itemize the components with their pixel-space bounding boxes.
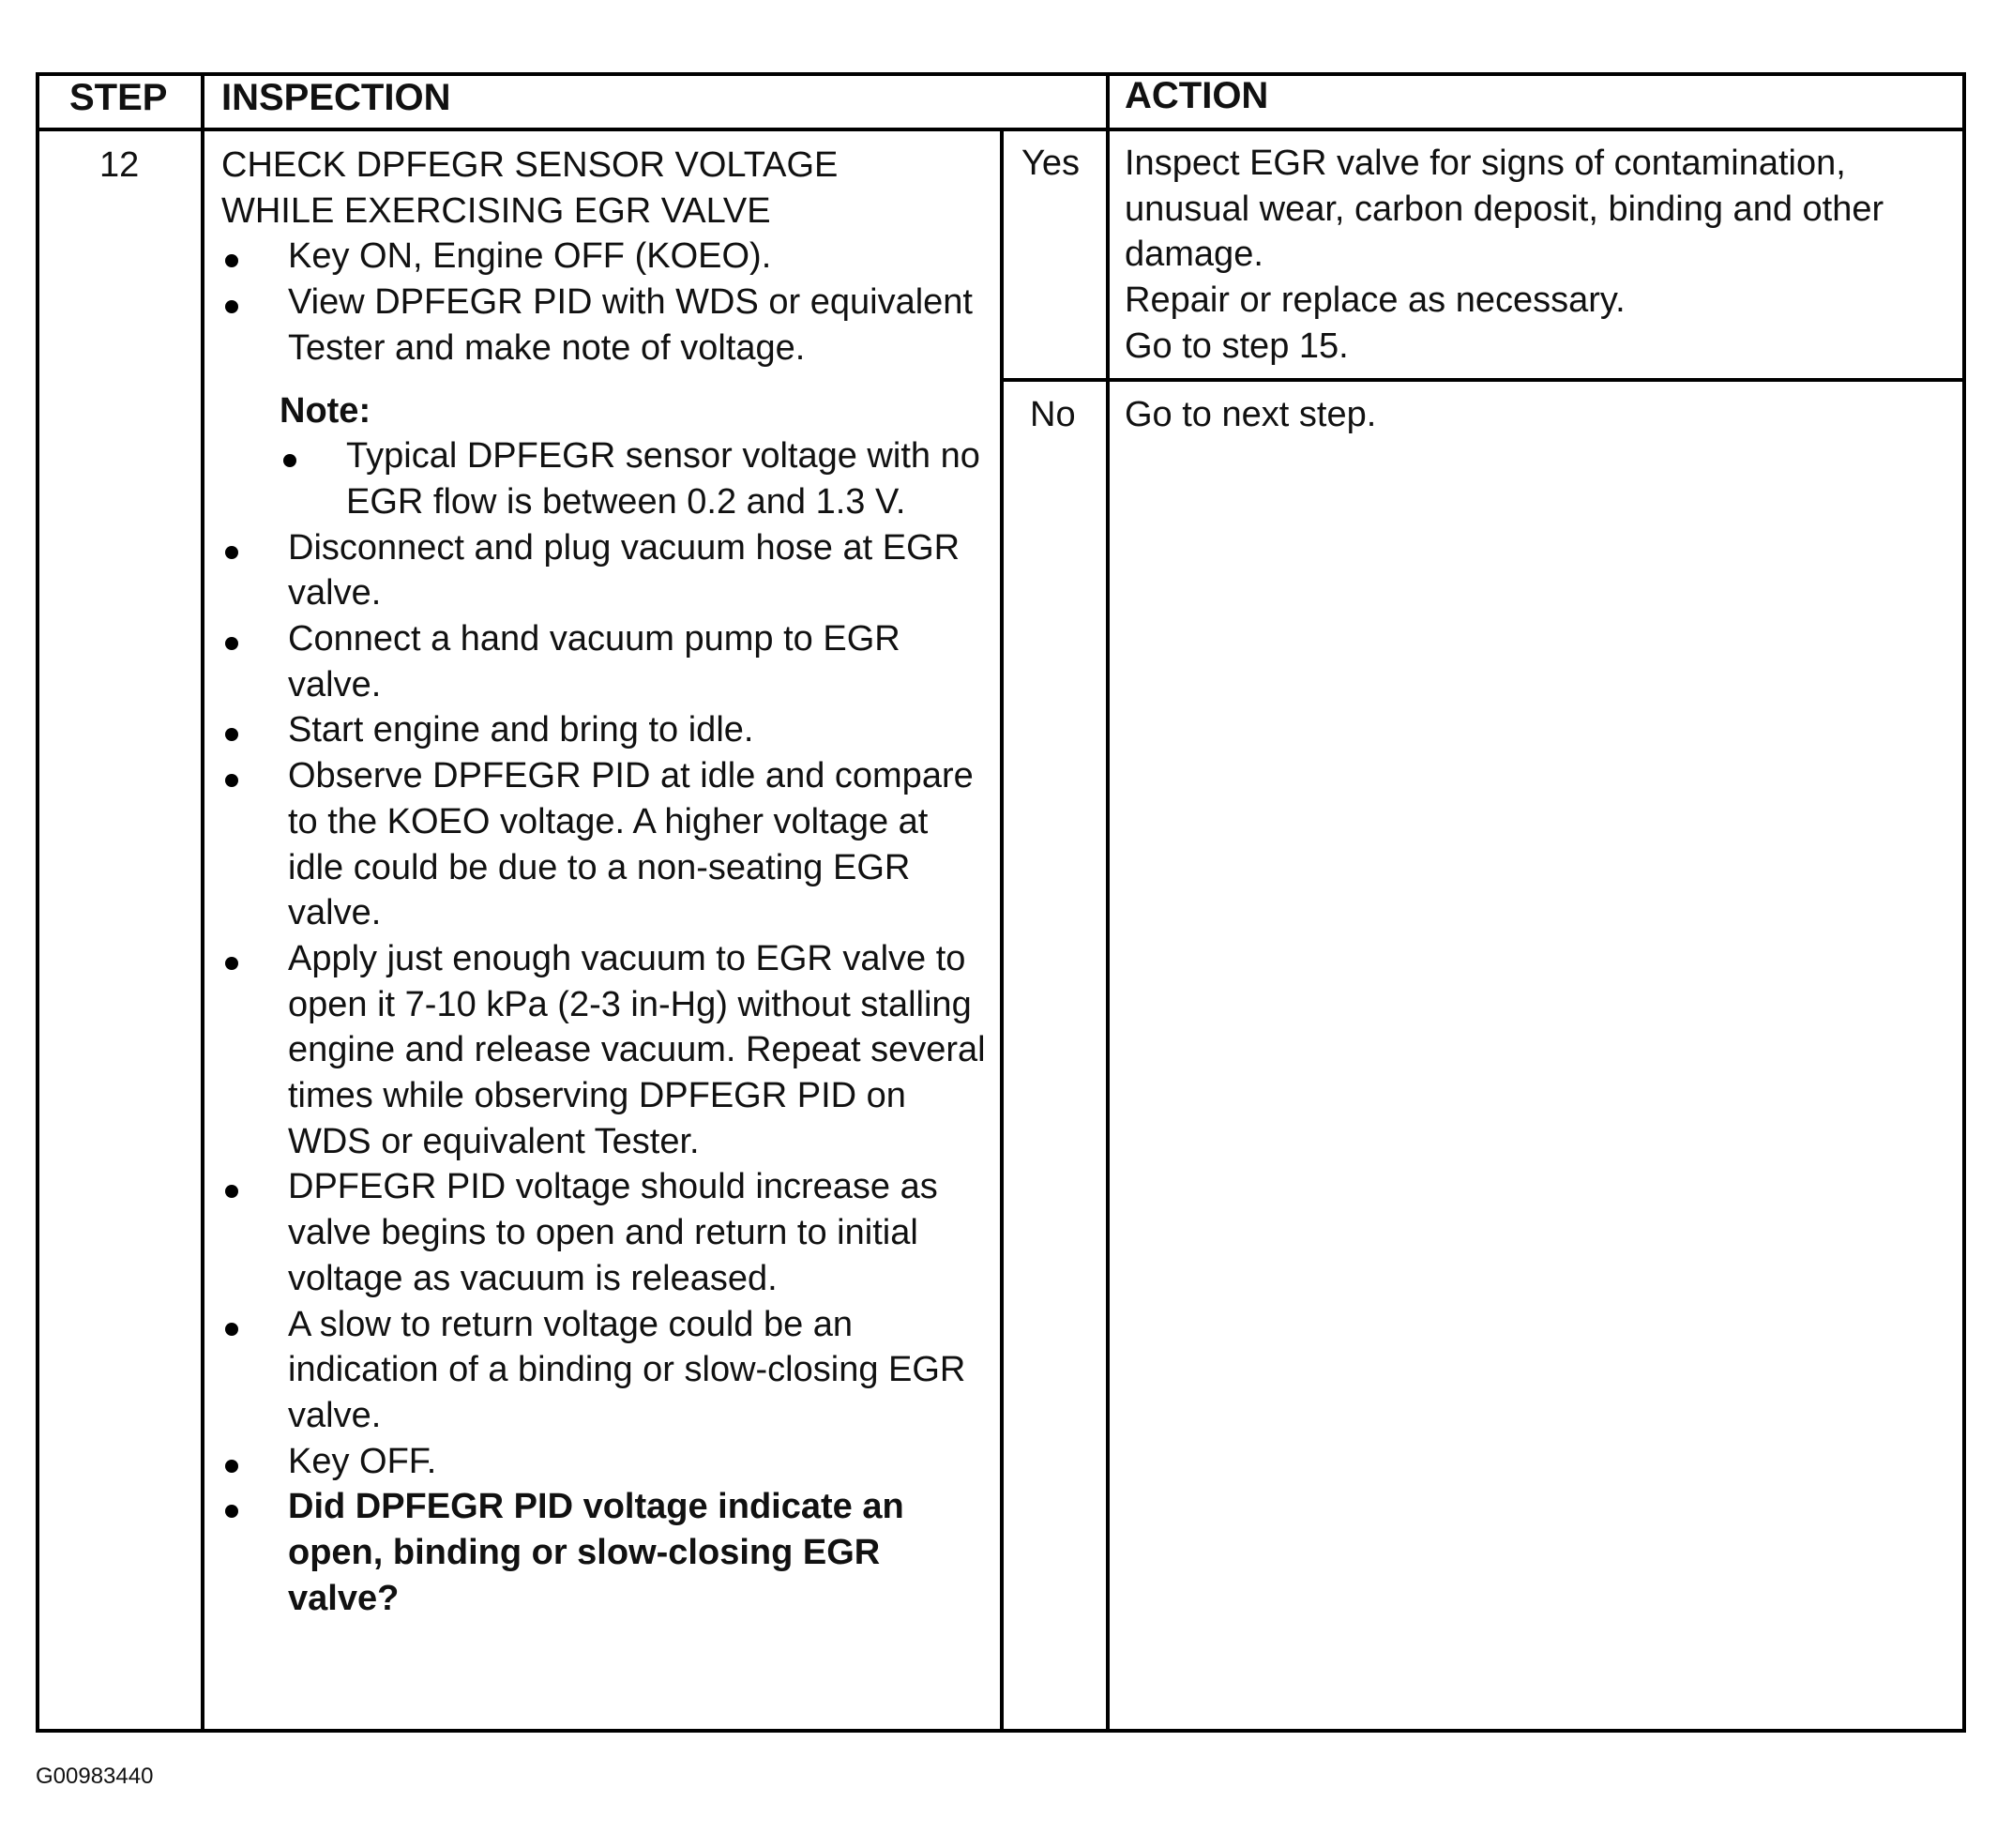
list-item: View DPFEGR PID with WDS or equivalent Tester and make note of voltage. (221, 280, 991, 371)
bullet-icon (225, 957, 238, 970)
header-row-divider (36, 128, 1966, 131)
header-action: ACTION (1125, 75, 1269, 116)
note-list (221, 433, 991, 524)
list-item: Key OFF. (221, 1439, 991, 1485)
yes-action-repair: Repair or replace as necessary. (1125, 280, 1626, 321)
yes-no-divider (1004, 378, 1966, 382)
result-no-label: No (1030, 395, 1076, 434)
note-title: Note: (280, 390, 371, 431)
figure-id: G00983440 (36, 1764, 154, 1789)
bullet-icon (225, 637, 238, 650)
list-item: Disconnect and plug vacuum hose at EGR valve. (221, 525, 991, 616)
no-action: Go to next step. (1125, 395, 1377, 434)
list-item: Connect a hand vacuum pump to EGR valve. (221, 616, 991, 707)
post-note-steps (221, 525, 991, 1622)
bullet-icon (225, 300, 238, 313)
yes-action (1125, 141, 1950, 370)
yes-action-text: Inspect EGR valve for signs of contamination, unusual wear, carbon deposit, binding and other damage. (1125, 144, 1884, 275)
pre-note-steps (221, 234, 991, 371)
bullet-icon (225, 774, 238, 787)
header-step: STEP (69, 77, 168, 118)
header-inspection: INSPECTION (221, 77, 451, 118)
bullet-icon (283, 454, 296, 467)
list-item: Start engine and bring to idle. (221, 707, 991, 753)
inspection-title-line-2: WHILE EXERCISING EGR VALVE (221, 190, 771, 231)
result-column-left-divider (1000, 129, 1004, 1733)
list-item: DPFEGR PID voltage should increase as valve begins to open and return to initial voltage as vacuum is released. (221, 1164, 991, 1301)
list-item: Observe DPFEGR PID at idle and compare to the KOEO voltage. A higher voltage at idle could be due to a non-seating EGR valve. (221, 753, 991, 936)
bullet-icon (225, 546, 238, 559)
step-number: 12 (99, 145, 140, 185)
bullet-icon (225, 1185, 238, 1198)
bullet-icon (225, 1460, 238, 1473)
step-column-divider (201, 72, 204, 1733)
list-item: Apply just enough vacuum to EGR valve to open it 7-10 kPa (2-3 in-Hg) without stalling engine and release vacuum. Repeat several times while observing DPFEGR PID on WDS or equivalent Tester. (221, 936, 991, 1165)
bullet-icon (225, 728, 238, 741)
bullet-icon (225, 1323, 238, 1336)
inspection-content (221, 143, 991, 1622)
action-column-divider (1106, 72, 1110, 1733)
bullet-icon (225, 254, 238, 267)
result-yes-label: Yes (1021, 144, 1080, 183)
question-item: Did DPFEGR PID voltage indicate an open, binding or slow-closing EGR valve? (221, 1484, 991, 1621)
list-item: Key ON, Engine OFF (KOEO). (221, 234, 991, 280)
yes-action-goto: Go to step 15. (1125, 326, 1349, 366)
list-item: Typical DPFEGR sensor voltage with no EGR flow is between 0.2 and 1.3 V. (280, 433, 991, 524)
bullet-icon (225, 1505, 238, 1518)
list-item: A slow to return voltage could be an indication of a binding or slow-closing EGR valve. (221, 1302, 991, 1439)
inspection-title-line-1: CHECK DPFEGR SENSOR VOLTAGE (221, 145, 839, 185)
